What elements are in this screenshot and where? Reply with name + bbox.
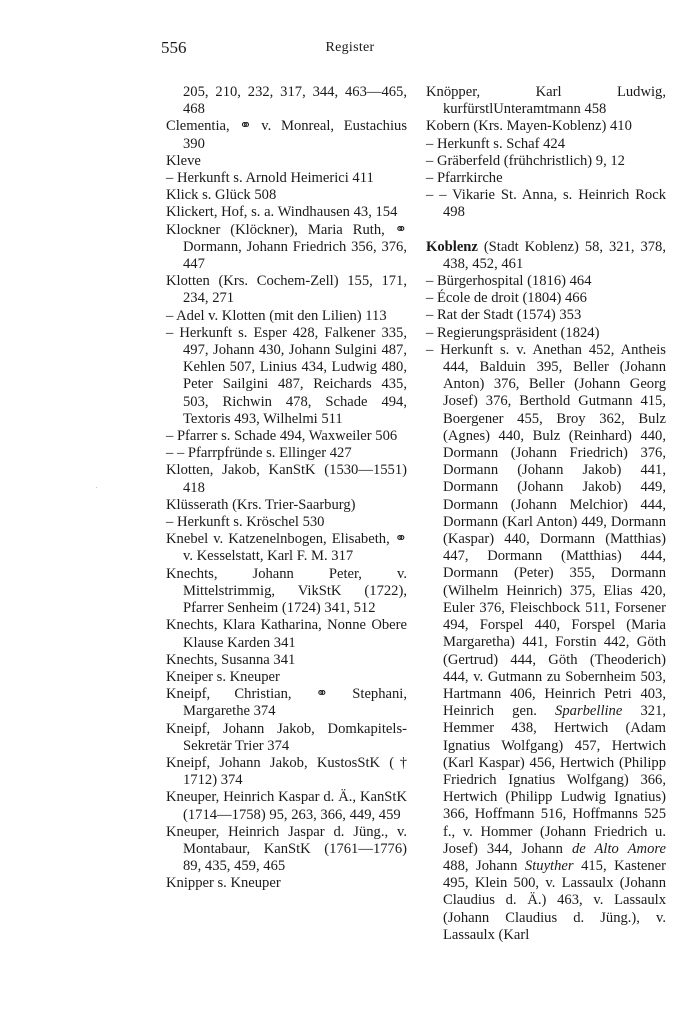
index-entry <box>166 153 407 170</box>
index-entry <box>166 462 407 496</box>
scan-speck <box>96 487 97 488</box>
entry-text: Knipper s. Kneuper <box>166 875 281 892</box>
entry-text: Kneuper, Heinrich Kaspar d. Ä., KanStK (1714—1758) 95, 263, 366, 449, 459 <box>166 789 407 823</box>
entry-text: Knebel v. Katzenelnbogen, Elisabeth, ⚭ v. Kesselstatt, Karl F. M. 317 <box>166 531 407 565</box>
index-entry <box>166 617 407 651</box>
entry-text: – Herkunft s. v. Anethan 452, Antheis 444, Balduin 395, Beller (Johann Anton) 376, Beller (Johann Georg Josef) 376, Berthold Gutmann 415, Boergener 455, Broy 362, Bulz (Agnes) 440, Bulz (Reinhard) 440, Dormann (Johann Friedrich) 376, Dormann (Johann Jakob) 441, Dormann (Johann Jakob) 449, Dormann (Johann Melchior) 444, Dormann (Karl Anton) 449, Dormann (Kaspar) 440, Dormann (Matthias) 447, Dormann (Matthias) 444, Dormann (Peter) 355, Dormann (Wilhelm Heinrich) 375, Elias 420, Euler 376, Fleischbock 511, Forsener 494, Forspel 440, Forspel (Maria Margaretha) 441, Forstin 442, Göth (Gertrud) 444, Göth (Theoderich) 444, v. Gutmann zu Sobernheim 503, Hartmann 406, Heinrich Petri 403, Heinrich gen. <box>426 341 666 720</box>
index-entry <box>166 428 407 445</box>
index-entry <box>426 136 666 153</box>
index-entry <box>166 84 407 118</box>
index-entry <box>166 497 407 514</box>
index-column-left <box>166 84 407 893</box>
entry-text: Klotten, Jakob, KanStK (1530—1551) 418 <box>166 462 407 496</box>
entry-italic-text: Stuyther <box>524 857 574 874</box>
entry-text: 415, Kastener 495, Klein 500, v. Lassaulx (Johann Claudius d. Ä.) 463, v. Lassaulx (Johann Claudius d. Jüng.), v. Lassaulx (Karl <box>443 857 666 943</box>
index-entry <box>426 325 666 342</box>
entry-text: Kneuper, Heinrich Jaspar d. Jüng., v. Montabaur, KanStK (1761—1776) 89, 435, 459, 465 <box>166 823 407 875</box>
entry-text: – Herkunft s. Kröschel 530 <box>166 514 325 531</box>
entry-text: – École de droit (1804) 466 <box>426 290 587 307</box>
index-entry <box>426 290 666 307</box>
entry-text: – Herkunft s. Esper 428, Falkener 335, 497, Johann 430, Johann Sulgini 487, Kehlen 507, Linius 434, Ludwig 480, Peter Sailgini 487, Reichards 435, 503, Richwin 478, Schade 494, Textoris 493, Wilhelmi 511 <box>166 324 407 427</box>
page-number: 556 <box>161 38 187 57</box>
entry-text: – Bürgerhospital (1816) 464 <box>426 273 592 290</box>
index-entry <box>166 755 407 789</box>
index-entry <box>166 824 407 876</box>
entry-text: (Stadt Koblenz) 58, 321, 378, 438, 452, 461 <box>443 238 666 272</box>
entry-text: Clementia, ⚭ v. Monreal, Eustachius 390 <box>166 118 407 152</box>
entry-text: Knechts, Susanna 341 <box>166 651 296 668</box>
index-entry <box>426 170 666 187</box>
entry-text: – Regierungspräsident (1824) <box>426 324 600 341</box>
index-entry <box>166 875 407 892</box>
entry-text: Klotten (Krs. Cochem-Zell) 155, 171, 234, 271 <box>166 273 407 307</box>
entry-text: – Herkunft s. Schaf 424 <box>426 135 566 152</box>
index-entry <box>426 118 666 135</box>
entry-text: – – Vikarie St. Anna, s. Heinrich Rock 498 <box>426 187 666 221</box>
index-entry <box>166 514 407 531</box>
entry-text: Knechts, Johann Peter, v. Mittelstrimmig, VikStK (1722), Pfarrer Senheim (1724) 341, 512 <box>166 565 407 617</box>
entry-text: Kneipf, Johann Jakob, Domkapitels-Sekretär Trier 374 <box>166 720 407 754</box>
entry-text: – Pfarrer s. Schade 494, Waxweiler 506 <box>166 428 398 445</box>
index-entry <box>166 686 407 720</box>
index-column-right <box>426 84 666 944</box>
index-entry <box>166 222 407 274</box>
index-entry <box>166 445 407 462</box>
index-entry <box>426 153 666 170</box>
entry-text: – Rat der Stadt (1574) 353 <box>426 307 582 324</box>
index-entry <box>166 273 407 307</box>
entry-text: 488, Johann <box>443 857 525 874</box>
index-entry <box>166 669 407 686</box>
entry-text: Klickert, Hof, s. a. Windhausen 43, 154 <box>166 204 398 221</box>
entry-text: Kneiper s. Kneuper <box>166 668 280 685</box>
entry-text: – Herkunft s. Arnold Heimerici 411 <box>166 170 374 187</box>
entry-text: – Gräberfeld (frühchristlich) 9, 12 <box>426 152 625 169</box>
entry-text: 321, Hemmer 438, Hertwich (Adam Ignatius Wolfgang) 457, Hertwich (Karl Kaspar) 456, Hertwich (Philipp Friedrich Ignatius Wolfgang) 366, Hertwich (Philipp Ludwig Ignatius) 366, Hoffmann 516, Hoffmanns 525 f., v. Hommer (Johann Friedrich u. Josef) 344, Johann <box>443 703 667 857</box>
entry-text: Klick s. Glück 508 <box>166 187 277 204</box>
page-header <box>0 38 700 60</box>
entry-text: Klockner (Klöckner), Maria Ruth, ⚭ Dormann, Johann Friedrich 356, 376, 447 <box>166 221 407 273</box>
index-entry <box>166 204 407 221</box>
index-entry <box>426 342 666 944</box>
index-entry <box>426 84 666 118</box>
entry-text: Kleve <box>166 152 201 169</box>
entry-text: Kobern (Krs. Mayen-Koblenz) 410 <box>426 118 632 135</box>
index-entry <box>166 531 407 565</box>
entry-italic-text: Sparbelline <box>555 703 623 720</box>
index-entry <box>426 187 666 221</box>
entry-text: – Adel v. Klotten (mit den Lilien) 113 <box>166 307 387 324</box>
entry-text: – Pfarrkirche <box>426 170 503 187</box>
running-head: Register <box>325 40 375 55</box>
index-entry <box>426 307 666 324</box>
entry-italic-text: de Alto Amore <box>571 840 666 857</box>
index-entry <box>426 239 666 273</box>
index-entry <box>166 308 407 325</box>
entry-text: – – Pfarrpfründe s. Ellinger 427 <box>166 445 352 462</box>
entry-text: Klüsserath (Krs. Trier-Saarburg) <box>166 496 356 513</box>
index-entry <box>166 325 407 428</box>
index-entry <box>166 170 407 187</box>
entry-text: Knöpper, Karl Ludwig, kurfürstlUnteramtmann 458 <box>426 84 666 118</box>
index-entry <box>166 118 407 152</box>
index-entry <box>426 273 666 290</box>
index-entry <box>166 566 407 618</box>
index-entry <box>166 721 407 755</box>
index-entry <box>166 652 407 669</box>
entry-text: 205, 210, 232, 317, 344, 463—465, 468 <box>183 84 407 118</box>
entry-text: Kneipf, Johann Jakob, KustosStK († 1712) 374 <box>166 754 407 789</box>
entry-headword: Koblenz <box>426 238 478 255</box>
index-entry <box>166 789 407 823</box>
index-entry <box>166 187 407 204</box>
entry-text: Knechts, Klara Katharina, Nonne Obere Klause Karden 341 <box>166 617 407 651</box>
entry-text: Kneipf, Christian, ⚭ Stephani, Margarethe 374 <box>166 686 407 720</box>
